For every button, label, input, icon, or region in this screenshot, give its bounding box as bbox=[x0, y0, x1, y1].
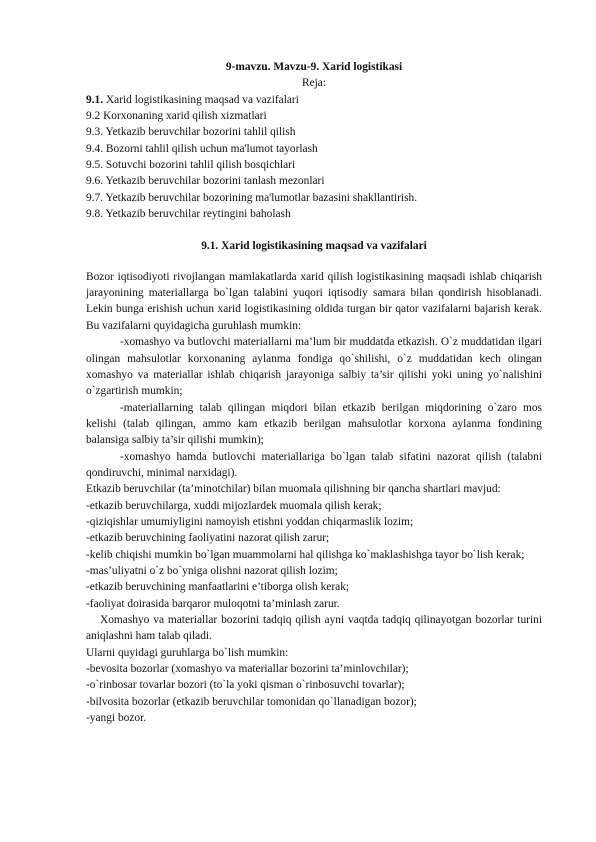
list-item: -etkazib beruvchining faoliyatini nazorat qilish zarur; bbox=[86, 532, 330, 545]
plan-list bbox=[86, 92, 542, 223]
plan-item: 9.6. Yetkazib beruvchilar bozorini tanlash mezonlari bbox=[86, 175, 325, 188]
plan-item: 9.2 Korxonaning xarid qilish xizmatlari bbox=[86, 110, 267, 123]
plan-item: 9.5. Sotuvchi bozorini tahlil qilish bosqichlari bbox=[86, 159, 296, 172]
groups-intro: Ularni quyidagi guruhlarga bo`lish mumkin: bbox=[86, 646, 289, 659]
task-paragraph: -materiallarning talab qilingan miqdori bilan etkazib berilgan miqdorining o`zaro mos kelishi (talab qilingan, ammo kam etkazib berilgan mahsulotlar korxona aylanma fondining balansiga salbiy ta’sir qilishi mumkin); bbox=[86, 401, 542, 447]
list-item: -faoliyat doirasida barqaror muloqotni ta’minlash zarur. bbox=[86, 597, 340, 610]
task-paragraph: -xomashyo va butlovchi materiallarni ma’lum bir muddatda etkazish. O`z muddatidan ilgari olingan mahsulotlar korxonaning aylanma fondiga qo`shilishi, o`z muddatidan kech olingan xomashyo va materiallar ishlab chiqarish jarayoniga salbiy ta’sir qilishi yoki uning yo`nalishini o`zgartirish mumkin; bbox=[86, 336, 542, 398]
plan-item-text: Xarid logistikasining maqsad va vazifalari bbox=[103, 93, 299, 106]
task-paragraph: -xomashyo hamda butlovchi materiallariga bo`lgan talab sifatini nazorat qilish (talabni qondiruvchi, minimal narxidagi). bbox=[86, 450, 542, 479]
list-item: -etkazib beruvchining manfaatlarini e’tiborga olish kerak; bbox=[86, 581, 350, 594]
plan-item: 9.7. Yetkazib beruvchilar bozorining ma'lumotlar bazasini shakllantirish. bbox=[86, 191, 418, 204]
list-item: -yangi bozor. bbox=[86, 712, 147, 725]
list-item: -bilvosita bozorlar (etkazib beruvchilar tomonidan qo`llanadigan bozor); bbox=[86, 695, 417, 708]
groups-list bbox=[86, 661, 542, 726]
list-item: -qiziqishlar umumiyligini namoyish etishni yoddan chiqarmaslik lozim; bbox=[86, 515, 414, 528]
list-item: -bevosita bozorlar (xomashyo va materiallar bozorini ta’minlovchilar); bbox=[86, 663, 409, 676]
plan-item: 9.4. Bozorni tahlil qilish uchun ma'lumot tayorlash bbox=[86, 142, 318, 155]
section-heading: 9.1. Xarid logistikasining maqsad va vazifalari bbox=[201, 240, 427, 253]
document-title: 9-mavzu. Mavzu-9. Xarid logistikasi bbox=[225, 61, 403, 73]
plan-item: 9.8. Yetkazib beruvchilar reytingini baholash bbox=[86, 208, 291, 221]
list-item: -mas’uliyatni o`z bo`yniga olishni nazorat qilish lozim; bbox=[86, 564, 338, 577]
intro-paragraph: Bozor iqtisodiyoti rivojlangan mamlakatlarda xarid qilish logistikasining maqsadi ishlab chiqarish jarayonining materiallarga bo`lgan talabini yuqori iqtisodiy samara bilan qondirish hisoblanadi. Lekin bunga erishish uchun xarid logistikasining oldida turgan bir qator vazifalarni bajarish kerak. Bu vazifalarni quyidagicha guruhlash mumkin: bbox=[86, 270, 542, 332]
plan-item: 9.3. Yetkazib beruvchilar bozorini tahlil qilish bbox=[86, 126, 296, 139]
plan-label: Reja: bbox=[301, 77, 327, 90]
plan-item bbox=[86, 92, 542, 108]
plan-item-number: 9.1. bbox=[86, 93, 104, 106]
list-item: -kelib chiqishi mumkin bo`lgan muammolarni hal qilishga ko`maklashishga tayor bo`lish kerak; bbox=[86, 548, 525, 561]
conditions-list bbox=[86, 498, 542, 612]
list-item: -etkazib beruvchilarga, xuddi mijozlardek muomala qilish kerak; bbox=[86, 499, 382, 512]
market-paragraph: Xomashyo va materiallar bozorini tadqiq qilish ayni vaqtda tadqiq qilinayotgan bozorlar turini aniqlashni ham talab qiladi. bbox=[86, 614, 542, 643]
conditions-intro: Etkazib beruvchilar (ta’minotchilar) bilan muomala qilishning bir qancha shartlari mavjud: bbox=[86, 483, 501, 496]
list-item: -o`rinbosar tovarlar bozori (to`la yoki qisman o`rinbosuvchi tovarlar); bbox=[86, 679, 405, 692]
